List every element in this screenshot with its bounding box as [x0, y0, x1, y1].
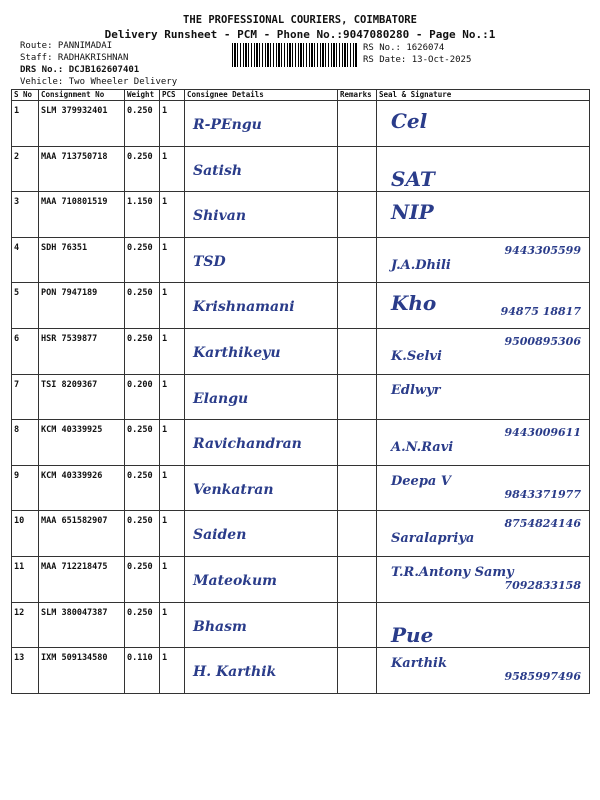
table-row [12, 602, 590, 648]
staff-label: Staff: RADHAKRISHNAN [20, 53, 129, 63]
cell-weight: 1.150 [125, 192, 160, 238]
phone-handwritten: 9443305599 [504, 243, 581, 257]
cell-consignee [185, 283, 338, 329]
phone-handwritten: 9500895306 [504, 334, 581, 348]
phone-handwritten: 7092833158 [504, 578, 581, 592]
signature-handwritten: T.R.Antony Samy [391, 564, 514, 580]
cell-remarks [338, 101, 377, 147]
cell-sno: 11 [12, 556, 39, 602]
table-header-row [12, 90, 590, 101]
cell-remarks [338, 511, 377, 557]
cell-sno: 1 [12, 101, 39, 147]
cell-consignment: KCM 40339925 [39, 420, 125, 466]
cell-weight: 0.250 [125, 328, 160, 374]
cell-consignee [185, 101, 338, 147]
cell-consignment: SDH 76351 [39, 237, 125, 283]
consignee-handwritten: R-PEngu [193, 117, 262, 133]
col-consignment: Consignment No [39, 90, 125, 101]
cell-signature [377, 511, 590, 557]
cell-consignee [185, 146, 338, 192]
cell-consignee [185, 237, 338, 283]
col-weight: Weight [125, 90, 160, 101]
cell-signature [377, 237, 590, 283]
cell-sno: 8 [12, 420, 39, 466]
route-label: Route: PANNIMADAI [20, 41, 113, 51]
runsheet-info-right [363, 42, 471, 66]
consignee-handwritten: Ravichandran [193, 436, 302, 453]
cell-pcs: 1 [160, 374, 185, 420]
phone-handwritten: 9585997496 [504, 670, 581, 684]
cell-consignee [185, 420, 338, 466]
consignee-handwritten: Bhasm [193, 618, 247, 635]
cell-consignment: MAA 712218475 [39, 556, 125, 602]
cell-consignment: SLM 380047387 [39, 602, 125, 648]
table-row [12, 465, 590, 511]
cell-consignment: TSI 8209367 [39, 374, 125, 420]
cell-sno: 3 [12, 192, 39, 238]
table-row [12, 146, 590, 192]
col-sno: S No [12, 90, 39, 101]
signature-handwritten: Kho [391, 291, 437, 316]
consignee-handwritten: TSD [193, 253, 226, 270]
table-row [12, 328, 590, 374]
consignee-handwritten: H. Karthik [193, 664, 277, 681]
cell-signature [377, 192, 590, 238]
cell-remarks [338, 192, 377, 238]
consignee-handwritten: Mateokum [193, 572, 277, 589]
cell-pcs: 1 [160, 602, 185, 648]
cell-remarks [338, 283, 377, 329]
cell-sno: 13 [12, 648, 39, 694]
consignee-handwritten: Krishnamani [193, 299, 295, 316]
cell-weight: 0.250 [125, 511, 160, 557]
signature-handwritten: NIP [391, 200, 434, 225]
cell-signature [377, 283, 590, 329]
cell-pcs: 1 [160, 146, 185, 192]
cell-signature [377, 648, 590, 694]
signature-handwritten: J.A.Dhili [391, 257, 451, 273]
barcode [232, 43, 358, 67]
cell-signature [377, 328, 590, 374]
table-row [12, 101, 590, 147]
signature-handwritten: SAT [391, 166, 435, 191]
cell-pcs: 1 [160, 648, 185, 694]
cell-pcs: 1 [160, 556, 185, 602]
cell-weight: 0.200 [125, 374, 160, 420]
cell-consignee [185, 192, 338, 238]
cell-remarks [338, 146, 377, 192]
phone-handwritten: 9443009611 [504, 426, 581, 440]
cell-pcs: 1 [160, 101, 185, 147]
cell-pcs: 1 [160, 465, 185, 511]
signature-handwritten: Deepa V [391, 473, 451, 489]
signature-handwritten: Cel [391, 109, 428, 133]
cell-signature [377, 374, 590, 420]
cell-pcs: 1 [160, 420, 185, 466]
cell-consignment: SLM 379932401 [39, 101, 125, 147]
cell-sno: 12 [12, 602, 39, 648]
cell-consignee [185, 328, 338, 374]
cell-remarks [338, 328, 377, 374]
consignee-handwritten: Venkatran [193, 481, 274, 498]
cell-sno: 2 [12, 146, 39, 192]
cell-consignment: IXM 509134580 [39, 648, 125, 694]
cell-consignment: MAA 710801519 [39, 192, 125, 238]
cell-weight: 0.250 [125, 146, 160, 192]
runsheet-info-left [20, 40, 177, 88]
cell-signature [377, 420, 590, 466]
cell-remarks [338, 374, 377, 420]
consignee-handwritten: Satish [193, 162, 243, 179]
table-row [12, 192, 590, 238]
cell-consignee [185, 374, 338, 420]
signature-handwritten: K.Selvi [391, 348, 442, 364]
cell-consignment: KCM 40339926 [39, 465, 125, 511]
cell-weight: 0.110 [125, 648, 160, 694]
cell-consignee [185, 511, 338, 557]
cell-remarks [338, 602, 377, 648]
cell-sno: 5 [12, 283, 39, 329]
cell-signature [377, 465, 590, 511]
consignee-handwritten: Shivan [193, 208, 246, 225]
phone-handwritten: 8754824146 [504, 517, 581, 531]
col-signature: Seal & Signature [377, 90, 590, 101]
cell-remarks [338, 420, 377, 466]
consignee-handwritten: Elangu [193, 390, 249, 407]
cell-consignment: MAA 713750718 [39, 146, 125, 192]
runsheet-table [11, 89, 590, 694]
col-remarks: Remarks [338, 90, 377, 101]
cell-weight: 0.250 [125, 465, 160, 511]
table-row [12, 283, 590, 329]
company-name: THE PROFESSIONAL COURIERS, COIMBATORE [183, 14, 417, 26]
rs-date: RS Date: 13-Oct-2025 [363, 55, 472, 65]
table-row [12, 511, 590, 557]
cell-weight: 0.250 [125, 420, 160, 466]
cell-weight: 0.250 [125, 101, 160, 147]
cell-pcs: 1 [160, 237, 185, 283]
drs-number: DRS No.: DCJB162607401 [20, 65, 140, 75]
cell-remarks [338, 556, 377, 602]
vehicle-label: Vehicle: Two Wheeler Delivery [20, 77, 178, 87]
cell-consignment: HSR 7539877 [39, 328, 125, 374]
signature-handwritten: Saralapriya [391, 531, 475, 547]
col-consignee: Consignee Details [185, 90, 338, 101]
cell-weight: 0.250 [125, 602, 160, 648]
cell-signature [377, 101, 590, 147]
phone-handwritten: 9843371977 [504, 487, 581, 501]
cell-sno: 6 [12, 328, 39, 374]
signature-handwritten: Edlwyr [391, 382, 441, 398]
cell-consignee [185, 556, 338, 602]
signature-handwritten: A.N.Ravi [391, 440, 454, 456]
cell-sno: 10 [12, 511, 39, 557]
cell-pcs: 1 [160, 328, 185, 374]
cell-sno: 7 [12, 374, 39, 420]
cell-consignment: PON 7947189 [39, 283, 125, 329]
phone-handwritten: 94875 18817 [500, 305, 581, 319]
consignee-handwritten: Saiden [193, 527, 247, 544]
cell-signature [377, 146, 590, 192]
cell-pcs: 1 [160, 511, 185, 557]
consignee-handwritten: Karthikeyu [193, 344, 281, 361]
cell-signature [377, 556, 590, 602]
cell-signature [377, 602, 590, 648]
cell-remarks [338, 465, 377, 511]
table-row [12, 420, 590, 466]
cell-weight: 0.250 [125, 237, 160, 283]
cell-weight: 0.250 [125, 556, 160, 602]
cell-pcs: 1 [160, 283, 185, 329]
cell-weight: 0.250 [125, 283, 160, 329]
runsheet-title: Delivery Runsheet - PCM - Phone No.:9047080280 - Page No.:1 [104, 28, 496, 41]
signature-handwritten: Pue [391, 622, 434, 647]
cell-remarks [338, 648, 377, 694]
cell-remarks [338, 237, 377, 283]
cell-consignee [185, 648, 338, 694]
cell-consignment: MAA 651582907 [39, 511, 125, 557]
col-pcs: PCS [160, 90, 185, 101]
cell-consignee [185, 465, 338, 511]
table-row [12, 374, 590, 420]
rs-number: RS No.: 1626074 [363, 43, 445, 53]
cell-pcs: 1 [160, 192, 185, 238]
signature-handwritten: Karthik [391, 656, 447, 672]
cell-sno: 9 [12, 465, 39, 511]
table-row [12, 648, 590, 694]
cell-consignee [185, 602, 338, 648]
cell-sno: 4 [12, 237, 39, 283]
table-row [12, 237, 590, 283]
table-row [12, 556, 590, 602]
